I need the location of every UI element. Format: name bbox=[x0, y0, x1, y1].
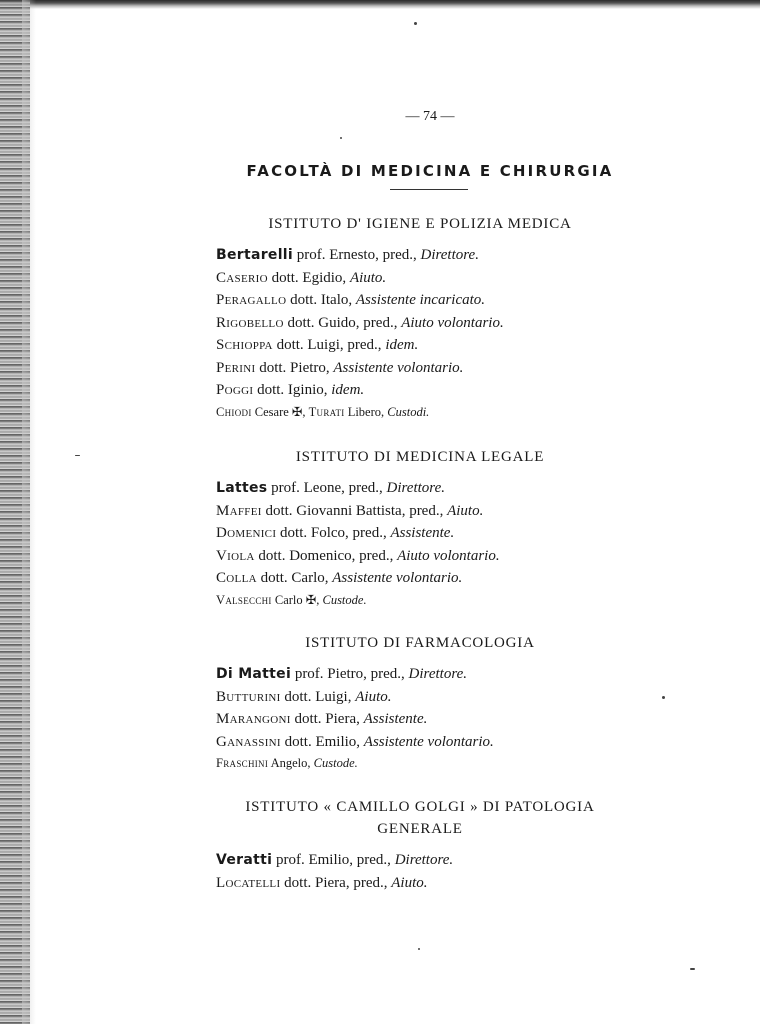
staff-surname: Ganassini bbox=[216, 733, 281, 750]
staff-details: dott. Giovanni Battista, pred., bbox=[261, 502, 448, 519]
staff-entry bbox=[200, 686, 640, 709]
ink-speck bbox=[690, 968, 695, 970]
staff-details: dott. Piera, pred., bbox=[280, 874, 392, 891]
staff-surname: Valsecchi bbox=[216, 592, 272, 607]
section-title bbox=[200, 632, 640, 654]
staff-role: Direttore. bbox=[420, 247, 479, 263]
staff-surname: Poggi bbox=[216, 382, 254, 398]
staff-entry bbox=[200, 753, 640, 773]
section-igiene bbox=[200, 213, 640, 422]
staff-details: prof. Pietro, pred., bbox=[291, 666, 409, 682]
staff-surname: Di Mattei bbox=[216, 666, 292, 682]
ink-speck bbox=[662, 696, 665, 699]
section-title-line: ISTITUTO D' IGIENE E POLIZIA MEDICA bbox=[268, 216, 572, 232]
page-number: — 74 — bbox=[405, 109, 455, 124]
staff-role: Direttore. bbox=[394, 852, 454, 868]
staff-details: Libero, bbox=[344, 404, 388, 419]
staff-role: Assistente volontario. bbox=[363, 733, 494, 750]
section-medicina-legale bbox=[200, 446, 640, 610]
staff-details: Cesare ✠, bbox=[251, 404, 309, 419]
ink-speck bbox=[340, 137, 342, 139]
staff-role: Direttore. bbox=[386, 480, 445, 496]
section-title bbox=[200, 213, 640, 235]
staff-details: prof. Leone, pred., bbox=[267, 480, 387, 496]
staff-details: Carlo ✠, bbox=[271, 592, 323, 607]
staff-role: Custode. bbox=[322, 592, 367, 607]
staff-surname: Locatelli bbox=[216, 874, 281, 891]
staff-entry bbox=[200, 567, 640, 590]
staff-role: Assistente volontario. bbox=[332, 570, 463, 586]
staff-entry bbox=[200, 357, 640, 380]
staff-role: idem. bbox=[385, 337, 419, 353]
staff-entry bbox=[200, 663, 640, 686]
staff-entry bbox=[200, 402, 640, 422]
staff-details: dott. Egidio, bbox=[267, 269, 350, 286]
staff-surname: Caserio bbox=[216, 269, 268, 286]
staff-role: Direttore. bbox=[408, 666, 468, 682]
staff-surname: Rigobello bbox=[216, 314, 284, 331]
staff-role: Assistente incaricato. bbox=[355, 292, 486, 308]
staff-surname: Perini bbox=[216, 359, 256, 376]
staff-details: Angelo, bbox=[268, 756, 314, 770]
section-patologia-generale bbox=[200, 796, 640, 894]
staff-role: Custodi. bbox=[387, 404, 430, 419]
staff-details: dott. Domenico, pred., bbox=[254, 547, 398, 564]
staff-entry bbox=[200, 731, 640, 754]
staff-entry bbox=[200, 872, 640, 895]
staff-role: Assistente. bbox=[363, 711, 428, 727]
staff-details: dott. Pietro, bbox=[255, 359, 334, 376]
staff-role: Aiuto. bbox=[391, 874, 428, 891]
staff-details: prof. Emilio, pred., bbox=[272, 852, 395, 868]
staff-details: dott. Piera, bbox=[290, 711, 364, 727]
staff-surname: Domenici bbox=[216, 525, 277, 541]
staff-role: Assistente volontario. bbox=[333, 359, 464, 376]
staff-surname: Veratti bbox=[216, 852, 273, 868]
staff-details: dott. Carlo, bbox=[256, 570, 333, 586]
section-title-line: GENERALE bbox=[377, 821, 463, 837]
staff-surname: Colla bbox=[216, 570, 257, 586]
staff-entry bbox=[200, 522, 640, 545]
staff-role: Custode. bbox=[313, 756, 358, 770]
staff-role: Aiuto. bbox=[355, 688, 392, 705]
staff-surname: Turati bbox=[308, 404, 345, 419]
staff-entry bbox=[200, 500, 640, 523]
section-title-line: ISTITUTO « CAMILLO GOLGI » DI PATOLOGIA bbox=[245, 799, 595, 815]
staff-entry bbox=[200, 849, 640, 872]
staff-entry bbox=[200, 590, 640, 610]
staff-role: Assistente. bbox=[390, 525, 455, 541]
staff-surname: Butturini bbox=[216, 688, 281, 705]
staff-surname: Peragallo bbox=[216, 292, 287, 308]
faculty-title: FACOLTÀ DI MEDICINA E CHIRURGIA bbox=[246, 162, 614, 180]
staff-surname: Chiodi bbox=[216, 404, 252, 419]
staff-details: dott. Emilio, bbox=[280, 733, 364, 750]
staff-surname: Lattes bbox=[216, 480, 268, 496]
ink-speck bbox=[75, 455, 80, 456]
staff-surname: Marangoni bbox=[216, 711, 291, 727]
staff-surname: Viola bbox=[216, 547, 255, 564]
page-top-edge bbox=[0, 0, 760, 9]
ink-speck bbox=[414, 22, 417, 25]
section-title bbox=[200, 796, 640, 840]
staff-entry bbox=[200, 244, 640, 267]
staff-entry bbox=[200, 545, 640, 568]
section-title bbox=[200, 446, 640, 468]
staff-surname: Fraschini bbox=[216, 756, 269, 770]
staff-entry bbox=[200, 267, 640, 290]
staff-entry bbox=[200, 289, 640, 312]
staff-details: dott. Folco, pred., bbox=[276, 525, 391, 541]
staff-details: dott. Luigi, bbox=[280, 688, 356, 705]
staff-entry bbox=[200, 708, 640, 731]
staff-surname: Maffei bbox=[216, 502, 262, 519]
staff-role: Aiuto. bbox=[349, 269, 387, 286]
staff-details: dott. Luigi, pred., bbox=[272, 337, 386, 353]
staff-entry bbox=[200, 477, 640, 500]
section-farmacologia bbox=[200, 632, 640, 773]
section-title-line: ISTITUTO DI MEDICINA LEGALE bbox=[295, 449, 545, 465]
staff-surname: Bertarelli bbox=[216, 247, 294, 263]
staff-details: dott. Guido, pred., bbox=[283, 314, 402, 331]
staff-entry bbox=[200, 312, 640, 335]
staff-details: dott. Italo, bbox=[286, 292, 356, 308]
binding-shadow bbox=[22, 0, 36, 1024]
staff-details: prof. Ernesto, pred., bbox=[293, 247, 421, 263]
ink-speck bbox=[418, 948, 420, 950]
staff-surname: Schioppa bbox=[216, 337, 273, 353]
staff-role: Aiuto. bbox=[447, 502, 484, 519]
section-title-line: ISTITUTO DI FARMACOLOGIA bbox=[305, 635, 535, 651]
staff-role: idem. bbox=[331, 382, 365, 398]
title-underline bbox=[390, 189, 468, 190]
staff-entry bbox=[200, 379, 640, 402]
staff-role: Aiuto volontario. bbox=[401, 314, 504, 331]
staff-role: Aiuto volontario. bbox=[397, 547, 500, 564]
staff-entry bbox=[200, 334, 640, 357]
staff-details: dott. Iginio, bbox=[253, 382, 332, 398]
